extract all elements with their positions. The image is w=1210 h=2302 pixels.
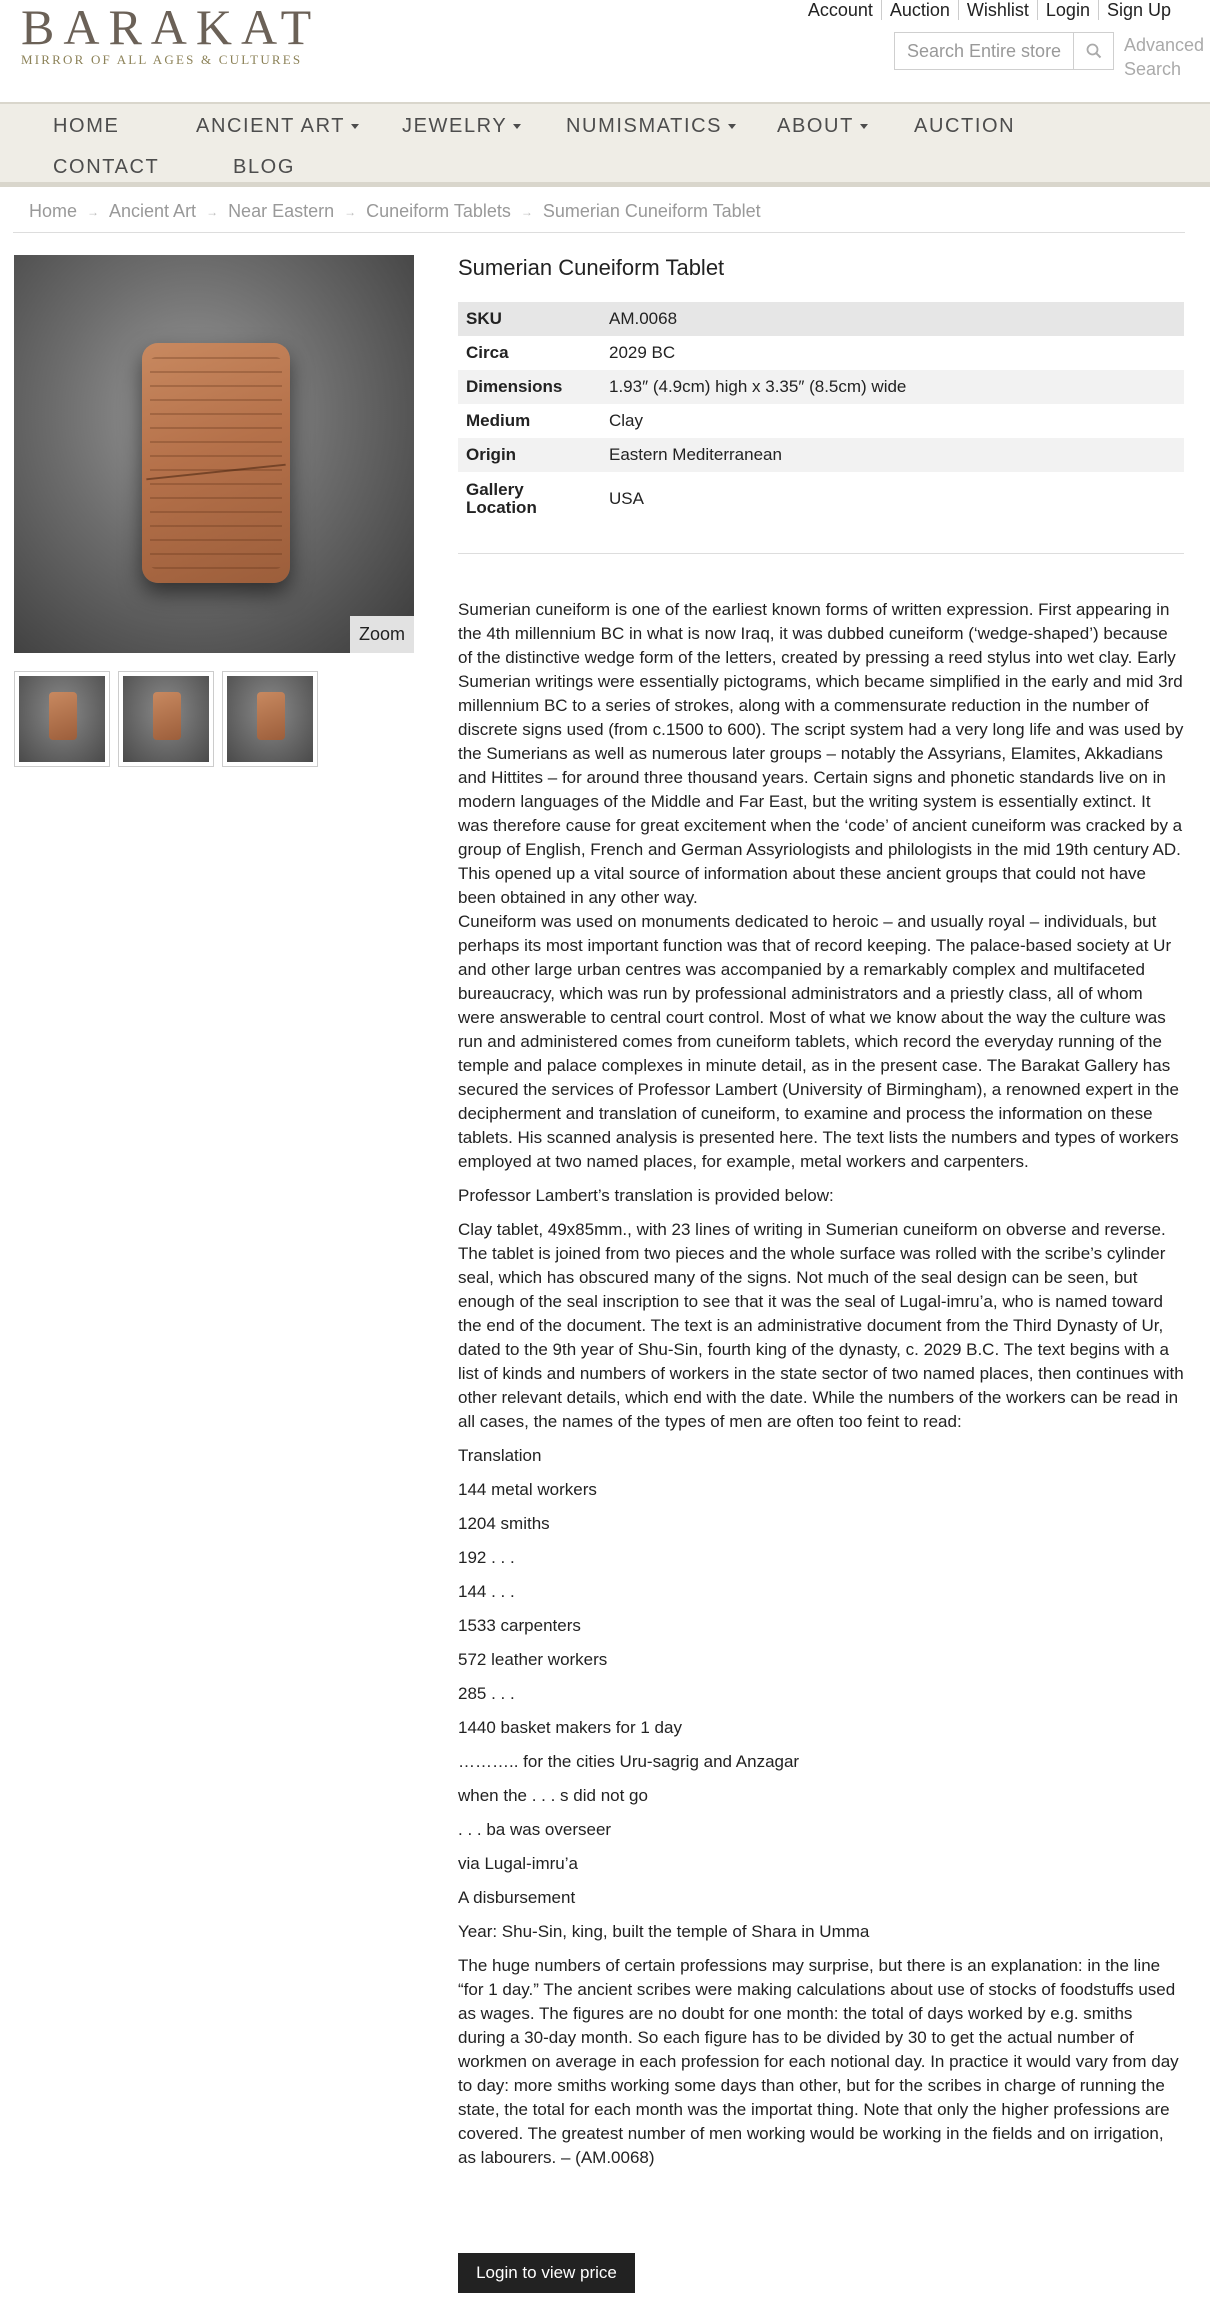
description-paragraph: Cuneiform was used on monuments dedicated to heroic – and usually royal – individuals, but perhaps its most important function was that of record keeping. The palace-based society at Ur and other large urban centres was accompanied by a remarkably complex and multifaceted bureaucracy, which was run by professional administrators and a priestly class, all of whom were answerable to central court control. Most of what we know about the way the culture was run and administered comes from cuneiform tablets, which record the everyday running of the temple and palace complexes in minute detail, as in the present case. The Barakat Gallery has secured the services of Professor Lambert (University of Birmingham), a renowned expert in the decipherment and translation of cuneiform, to examine and process the information on these tablets. His scanned analysis is presented here. The text lists the numbers and types of workers employed at two named places, for example, metal workers and carpenters. (458, 912, 1179, 1171)
tablet-note: Clay tablet, 49x85mm., with 23 lines of writing in Sumerian cuneiform on obverse and reverse. The tablet is joined from two pieces and the whole surface was rolled with the scribe’s cylinder seal, which has obscured many of the signs. Not much of the seal design can be seen, but enough of the seal inscription to see that it was the seal of Lugal-imru’a, who is named toward the end of the document. The text is an administrative document from the Third Dynasty of Ur, dated to the 9th year of Shu-Sin, fourth king of the dynasty, c. 2029 B.C. The text begins with a list of kinds and numbers of workers in the state sector of two named places, then continues with other relevant details, which end with the date. While the numbers of the workers can be read in all cases, the names of the types of men are often too feint to read: (458, 1220, 1184, 1431)
breadcrumb-divider (13, 232, 1185, 233)
description-paragraph: Sumerian cuneiform is one of the earliest known forms of written expression. First appearing in the 4th millennium BC in what is now Iraq, it was dubbed cuneiform (‘wedge-shaped’) because of the distinctive wedge form of the letters, created by pressing a reed stylus into wet clay. Early Sumerian writings were essentially pictograms, which became simplified in the early and mid 3rd millennium BC to a series of strokes, along with a commensurate reduction in the number of discrete signs used (from c.1500 to 600). The script system had a very long life and was used by the Sumerians as well as numerous later groups – notably the Assyrians, Elamites, Akkadians and Hittites – for around three thousand years. Certain signs and phonetic standards live on in modern languages of the Middle and Far East, but the writing system is essentially extinct. It was therefore cause for great excitement when the ‘code’ of ancient cuneiform was cracked by a group of English, French and German Assyriologists and philologists in the mid 19th century AD. This opened up a vital source of information about these ancient groups that could not have been obtained in any other way. (458, 600, 1184, 907)
nav-jewelry[interactable] (402, 114, 521, 138)
translation-line: 1533 carpenters (458, 1616, 581, 1635)
thumbnail-1[interactable] (14, 671, 110, 767)
thumbnail-image (123, 676, 209, 762)
spec-value: 2029 BC (609, 343, 676, 362)
logo-text: BARAKAT (21, 0, 321, 55)
thumbnail-image (227, 676, 313, 762)
nav-about[interactable] (777, 114, 868, 138)
logo-tagline: MIRROR OF ALL AGES & CULTURES (21, 52, 303, 67)
nav-numismatics[interactable] (566, 114, 736, 138)
chevron-down-icon (513, 124, 521, 129)
search-button[interactable] (1073, 33, 1113, 69)
search-input[interactable] (895, 33, 1073, 69)
translation-line: 1440 basket makers for 1 day (458, 1718, 682, 1737)
spec-row (458, 302, 1184, 336)
translation-line: Translation (458, 1446, 542, 1465)
wishlist-link[interactable]: Wishlist (958, 0, 1037, 20)
breadcrumb-home[interactable]: Home (29, 201, 78, 221)
search-icon (1086, 43, 1102, 59)
translation-line: when the . . . s did not go (458, 1786, 648, 1805)
spec-value: USA (609, 489, 644, 508)
breadcrumb-arrow-icon: → (87, 204, 100, 219)
translation-line: via Lugal-imru’a (458, 1854, 578, 1873)
advanced-search-link[interactable]: Advanced Search (1124, 35, 1205, 79)
thumbnail-image (19, 676, 105, 762)
spec-row (458, 404, 1184, 438)
translation-intro: Professor Lambert’s translation is provided below: (458, 1186, 834, 1205)
spec-key: Origin (466, 445, 517, 464)
nav-blog[interactable] (233, 155, 295, 179)
chevron-down-icon (728, 124, 736, 129)
translation-line: 144 . . . (458, 1582, 515, 1601)
nav-auction[interactable] (914, 114, 1015, 138)
nav-home-label: HOME (53, 115, 120, 137)
auction-link[interactable]: Auction (881, 0, 958, 20)
product-main-image[interactable] (14, 255, 414, 653)
spec-row (458, 336, 1184, 370)
spec-value: Clay (609, 411, 644, 430)
spec-row (458, 370, 1184, 404)
translation-line: 1204 smiths (458, 1514, 550, 1533)
nav-ancient-art[interactable] (196, 114, 359, 138)
nav-auction-label: AUCTION (914, 115, 1016, 137)
site-header (0, 0, 1210, 102)
translation-line: ……….. for the cities Uru-sagrig and Anzagar (458, 1752, 800, 1771)
zoom-button[interactable]: Zoom (350, 616, 414, 653)
product-title: Sumerian Cuneiform Tablet (458, 255, 725, 280)
signup-link[interactable]: Sign Up (1098, 0, 1179, 20)
account-link[interactable]: Account (807, 0, 873, 20)
nav-jewelry-label: JEWELRY (402, 115, 508, 137)
spec-key: SKU (466, 309, 502, 328)
thumbnail-2[interactable] (118, 671, 214, 767)
account-links (800, 0, 1179, 20)
nav-blog-label: BLOG (233, 156, 295, 178)
thumbnail-3[interactable] (222, 671, 318, 767)
spec-value: 1.93″ (4.9cm) high x 3.35″ (8.5cm) wide (609, 377, 907, 396)
nav-ancient-art-label: ANCIENT ART (196, 115, 346, 137)
translation-line: Year: Shu-Sin, king, built the temple of Shara in Umma (458, 1922, 870, 1941)
tablet-image (142, 343, 290, 583)
spec-key: Dimensions (466, 377, 563, 396)
spec-key: Medium (466, 411, 531, 430)
spec-divider (458, 553, 1184, 554)
translation-line: 572 leather workers (458, 1650, 608, 1669)
breadcrumb (29, 201, 761, 222)
site-logo[interactable] (21, 0, 321, 68)
login-link[interactable]: Login (1037, 0, 1098, 20)
login-to-view-price-button[interactable]: Login to view price (458, 2253, 635, 2293)
nav-contact-label: CONTACT (53, 156, 160, 178)
breadcrumb-arrow-icon: → (206, 204, 219, 219)
chevron-down-icon (351, 124, 359, 129)
nav-about-label: ABOUT (777, 115, 854, 137)
translation-line: 192 . . . (458, 1548, 515, 1567)
translation-line: A disbursement (458, 1888, 576, 1907)
spec-key: Circa (466, 343, 509, 362)
nav-contact[interactable] (53, 155, 159, 179)
translation-line: 144 metal workers (458, 1480, 597, 1499)
breadcrumb-ancient-art[interactable]: Ancient Art (109, 201, 197, 221)
breadcrumb-cuneiform-tablets[interactable]: Cuneiform Tablets (366, 201, 511, 221)
spec-row (458, 472, 1184, 526)
product-description (458, 598, 1184, 2170)
spec-key: Gallery Location (466, 480, 537, 517)
translation-line: . . . ba was overseer (458, 1820, 612, 1839)
chevron-down-icon (860, 124, 868, 129)
breadcrumb-arrow-icon: → (344, 204, 357, 219)
breadcrumb-near-eastern[interactable]: Near Eastern (228, 201, 335, 221)
spec-table (458, 302, 1184, 526)
closing-paragraph: The huge numbers of certain professions may surprise, but there is an explanation: in the line “for 1 day.” The ancient scribes were making calculations about use of stocks of foodstuffs used as wages. The figures are no doubt for one month: the total of days worked by e.g. smiths during a 30-day month. So each figure has to be divided by 30 to get the actual number of workmen on average in each profession for each notional day. In practice it would vary from day to day: more smiths working some days than other, but for the scribes in charge of running the state, the total for each month was the importat thing. Note that only the higher professions are covered. The greatest number of men working would be working in the fields and on irrigation, as labourers. – (AM.0068) (458, 1956, 1179, 2167)
breadcrumb-arrow-icon: → (520, 204, 533, 219)
spec-value: AM.0068 (609, 309, 678, 328)
spec-row (458, 438, 1184, 472)
main-nav (0, 102, 1210, 187)
spec-value: Eastern Mediterranean (609, 445, 782, 464)
translation-line: 285 . . . (458, 1684, 515, 1703)
nav-home[interactable] (53, 114, 119, 138)
breadcrumb-current: Sumerian Cuneiform Tablet (542, 201, 761, 221)
nav-numismatics-label: NUMISMATICS (566, 115, 723, 137)
search-box (894, 32, 1114, 70)
